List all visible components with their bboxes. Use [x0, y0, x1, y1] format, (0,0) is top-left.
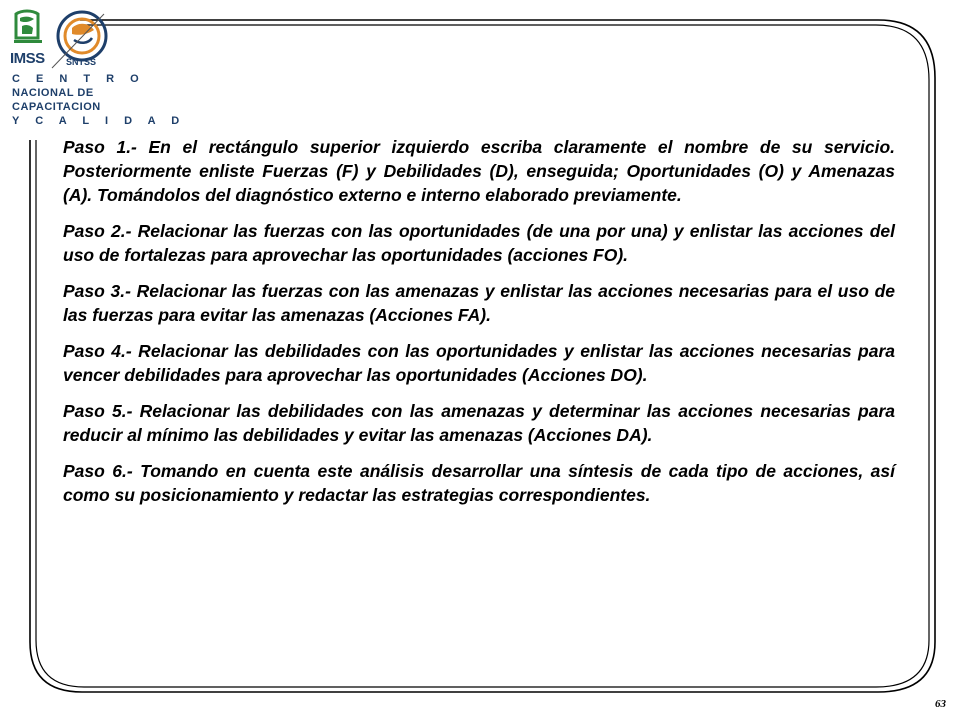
- step-paragraph-6: Paso 6.- Tomando en cuenta este análisis desarrollar una síntesis de cada tipo de acciones, así como su posicionamiento y redactar las estrategias correspondientes.: [63, 461, 895, 505]
- page-number: 63: [935, 698, 946, 710]
- step-paragraph-3: Paso 3.- Relacionar las fuerzas con las amenazas y enlistar las acciones necesarias para el uso de las fuerzas para evitar las amenazas (Acciones FA).: [63, 281, 895, 325]
- imss-eagle-icon: [14, 11, 42, 43]
- logo-brand-text: IMSS: [10, 50, 45, 67]
- step-paragraph-2: Paso 2.- Relacionar las fuerzas con las oportunidades (de una por una) y enlistar las acciones del uso de fortalezas para aprovechar las oportunidades (acciones FO).: [63, 221, 895, 265]
- logo-wordmark: [12, 72, 186, 128]
- steps-text: [63, 135, 895, 519]
- cnc-logo: [8, 8, 186, 133]
- step-paragraph-1: Paso 1.- En el rectángulo superior izquierdo escriba claramente el nombre de su servicio. Posteriormente enliste Fuerzas (F) y Debilidades (D), enseguida; Oportunidades (O) y Amenazas (A). Tomándolos del diagnóstico externo e interno elaborado previamente.: [63, 137, 895, 205]
- logo-line-3: CAPACITACION: [12, 101, 101, 113]
- logo-union-text: SNTSS: [66, 57, 97, 67]
- logo-line-2: NACIONAL DE: [12, 87, 94, 99]
- step-paragraph-4: Paso 4.- Relacionar las debilidades con las oportunidades y enlistar las acciones necesarias para vencer debilidades para aprovechar las oportunidades (Acciones DO).: [63, 341, 895, 385]
- logo-line-1: C E N T R O: [12, 73, 146, 85]
- step-paragraph-5: Paso 5.- Relacionar las debilidades con las amenazas y determinar las acciones necesarias para reducir al mínimo las debilidades y evitar las amenazas (Acciones DA).: [63, 401, 895, 445]
- logo-line-4: Y C A L I D A D: [12, 115, 186, 127]
